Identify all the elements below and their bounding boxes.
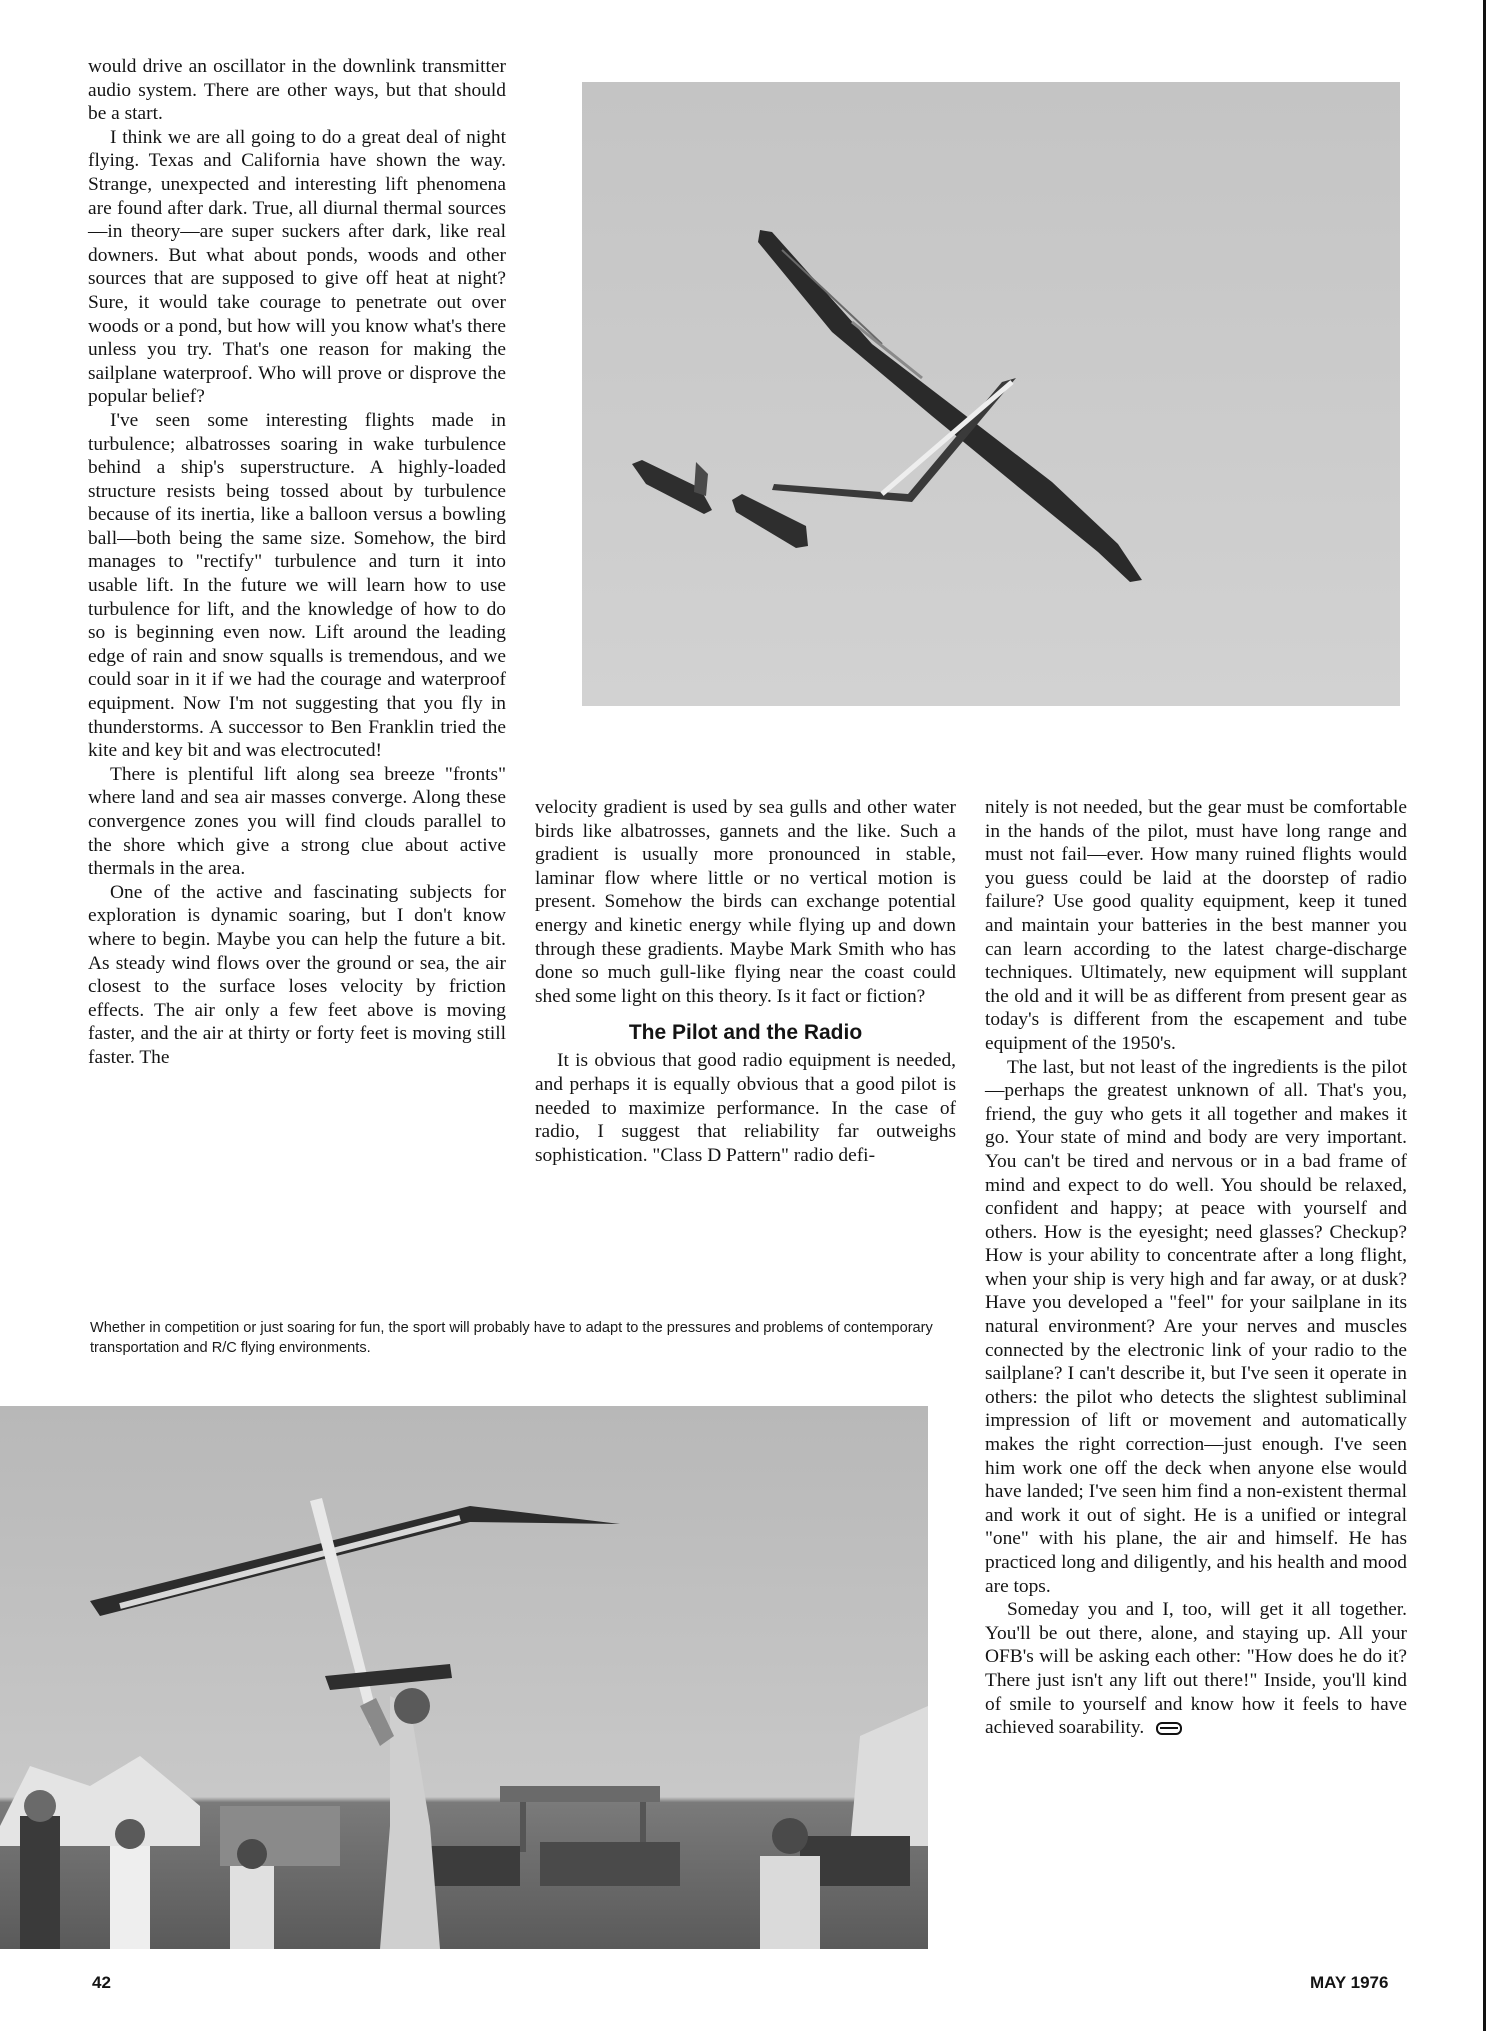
paragraph [985, 1598, 1407, 1740]
right-edge-rule [1483, 0, 1486, 2031]
end-mark-icon [1156, 1722, 1182, 1735]
section-subhead: The Pilot and the Radio [628, 1021, 863, 1045]
paragraph: I've seen some interesting flights made in turbulence; albatrosses soaring in wake turbulence behind a ship's superstructure. A highly-loaded structure resists being tossed about by turbulence because of its inertia, like a balloon versus a bowling ball—both being the same size. Somehow, the bird manages to "rectify" turbulence and turn it into usable lift. In the future we will learn how to use turbulence for lift, and the knowledge of how to do so is beginning even now. Lift around the leading edge of rain and snow squalls is tremendous, and we could soar in it if we had the courage and waterproof equipment. Now I'm not suggesting that you fly in thunderstorms. A successor to Ben Franklin tried the kite and key bit and was electrocuted! [88, 409, 506, 762]
paragraph: There is plentiful lift along sea breeze "fronts" where land and sea air masses converge. Along these convergence zones you will find clouds parallel to the shore which give a strong clue about active thermals in the area. [88, 763, 506, 880]
text-column-1 [88, 55, 506, 1070]
paragraph: One of the active and fascinating subjects for exploration is dynamic soaring, but I don't know where to begin. Maybe you can help the future a bit. As steady wind flows over the ground or sea, the air closest to the surface loses velocity by friction effects. The air only a few feet above is moving faster, and the air at thirty or forty feet is moving still faster. The [88, 881, 506, 1068]
page-number: 42 [92, 1973, 111, 1992]
paragraph: nitely is not needed, but the gear must be comfortable in the hands of the pilot, must have long range and must not fail—ever. How many ruined flights would you guess could be laid at the doorstep of radio failure? Use good quality equipment, keep it tuned and maintain your batteries in the best manner you can learn according to the latest charge-discharge techniques. Ultimately, new equipment will supplant the old and it will be as different from present gear as today's is different from the escapement and tube equipment of the 1950's. [985, 797, 1407, 1054]
text-column-2 [535, 796, 956, 1167]
photo-caption: Whether in competition or just soaring for fun, the sport will probably have to adapt to the pressures and problems of contemporary transportation and R/C flying environments. [90, 1320, 933, 1356]
hand-launch-photo [0, 1406, 928, 1949]
paragraph: It is obvious that good radio equipment is needed, and perhaps it is equally obvious that a good pilot is needed to maximize performance. In the case of radio, I suggest that reliability far outweighs sophistication. "Class D Pattern" radio defi- [535, 1050, 956, 1166]
sailplane-in-flight-photo [582, 82, 1400, 706]
paragraph: velocity gradient is used by sea gulls and other water birds like albatrosses, gannets and the like. Such a gradient is usually more pronounced in stable, laminar flow where little or no vertical motion is present. Somehow the birds can exchange potential energy and kinetic energy while flying up and down through these gradients. Maybe Mark Smith who has done so much gull-like flying near the coast could shed some light on this theory. Is it fact or fiction? [535, 797, 956, 1007]
text-column-3 [985, 796, 1407, 1740]
paragraph: The last, but not least of the ingredients is the pilot—perhaps the greatest unknown of all. That's you, friend, the guy who gets it all together and makes it go. Your state of mind and body are very important. You can't be tired and nervous or in a bad frame of mind and expect to do well. You should be relaxed, confident and happy; at peace with yourself and others. How is the eyesight; need glasses? Checkup? How is your ability to concentrate after a long flight, when your ship is very high and far away, or at dusk? Have you developed a "feel" for your sailplane in its natural environment? Are your nerves and muscles connected by the electronic link of your radio to the sailplane? I can't describe it, but I've seen it operate in others: the pilot who detects the slightest subliminal impression of lift or movement and automatically makes the right correction—just enough. I've seen him work one off the deck when anyone else would have landed; I've seen him find a non-existent thermal and work it out of sight. He is a unified or integral "one" with his plane, the air and himself. He has practiced long and diligently, and his health and mood are tops. [985, 1056, 1407, 1597]
closing-paragraph-text: Someday you and I, too, will get it all together. You'll be out there, alone, and staying up. All your OFB's will be asking each other: "How does he do it? There just isn't any lift out there!" Inside, you'll kind of smile to yourself and know how it feels to have achieved soarability. [985, 1599, 1407, 1739]
issue-date: MAY 1976 [1310, 1973, 1389, 1992]
paragraph: would drive an oscillator in the downlink transmitter audio system. There are other ways, but that should be a start. [88, 56, 506, 125]
sailplane-photo-drawing [582, 82, 1400, 706]
paragraph: I think we are all going to do a great deal of night flying. Texas and California have shown the way. Strange, unexpected and interesting lift phenomena are found after dark. True, all diurnal thermal sources—in theory—are super suckers after dark, like real downers. But what about ponds, woods and other sources that are supposed to give off heat at night? Sure, it would take courage to penetrate out over woods or a pond, but how will you know what's there unless you try. That's one reason for making the sailplane waterproof. Who will prove or disprove the popular belief? [88, 126, 506, 408]
hand-launch-photo-drawing [0, 1406, 928, 1949]
